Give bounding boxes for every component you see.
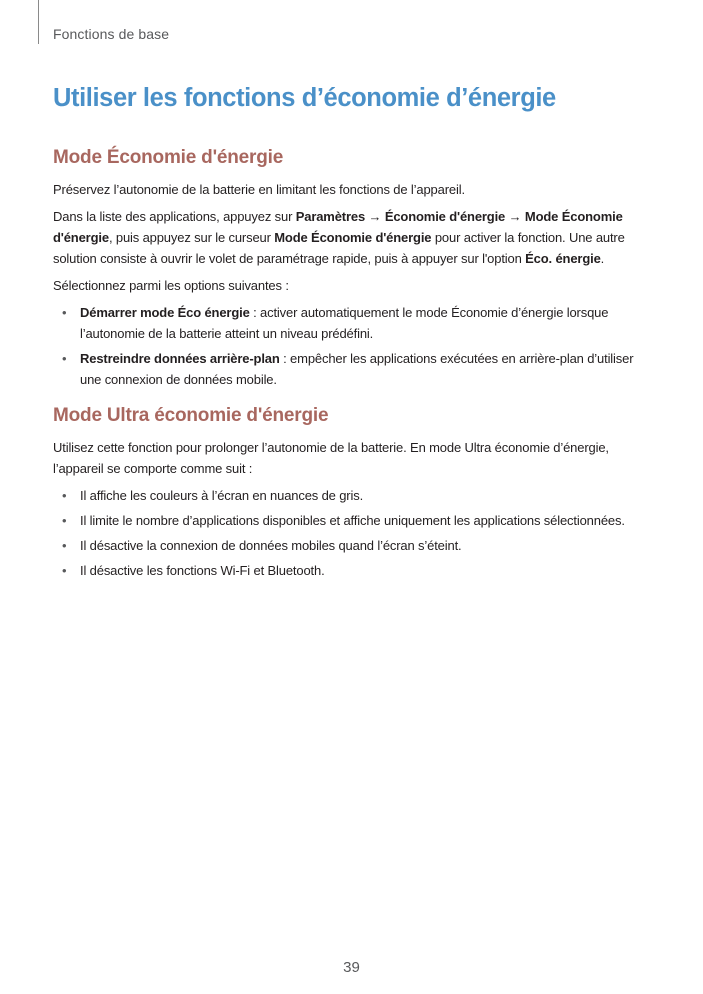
list-item — [53, 302, 653, 344]
bullet-icon: • — [62, 488, 67, 503]
instruction-text: . — [600, 251, 605, 266]
options-intro: Sélectionnez parmi les options suivantes : — [53, 278, 289, 293]
list-item — [53, 510, 653, 531]
intro-paragraph-eco: Préservez l’autonomie de la batterie en limitant les fonctions de l’appareil. — [53, 182, 465, 197]
list-item — [53, 535, 653, 556]
section-heading-eco: Mode Économie d'énergie — [53, 147, 284, 168]
option-description: : empêcher les applications exécutées en arrière-plan d’utiliser une connexion de données mobile. — [80, 351, 634, 387]
instruction-text: , puis appuyez sur le curseur — [108, 230, 275, 245]
list-item-text: Il désactive les fonctions Wi-Fi et Bluetooth. — [80, 563, 325, 578]
bullet-icon: • — [62, 538, 67, 553]
page-title: Utiliser les fonctions d’économie d’énergie — [53, 84, 556, 112]
list-item — [53, 348, 653, 390]
bullet-icon: • — [62, 563, 67, 578]
behavior-list — [53, 485, 653, 581]
list-item — [53, 485, 653, 506]
arrow-separator: → — [365, 209, 385, 224]
bullet-icon: • — [62, 513, 67, 528]
section-heading-ultra: Mode Ultra économie d'énergie — [53, 405, 329, 426]
list-item-text: Il limite le nombre d’applications disponibles et affiche uniquement les applications sélectionnées. — [80, 513, 625, 528]
instruction-paragraph — [53, 206, 653, 269]
switch-name-mode-economie: Mode Économie d'énergie — [274, 230, 432, 245]
menu-path-parametres: Paramètres — [295, 209, 366, 224]
option-name: Démarrer mode Éco énergie — [80, 305, 250, 320]
list-item-text: Il désactive la connexion de données mobiles quand l’écran s’éteint. — [80, 538, 462, 553]
bullet-icon: • — [62, 305, 67, 320]
section-mode-economie — [53, 147, 653, 394]
option-name: Restreindre données arrière-plan — [80, 351, 280, 366]
option-name-eco-energie: Éco. énergie — [525, 251, 601, 266]
menu-path-mode-economie: Mode Économie d'énergie — [53, 209, 623, 245]
menu-path-economie: Économie d'énergie — [384, 209, 506, 224]
section-label: Fonctions de base — [53, 26, 170, 42]
bullet-icon: • — [62, 351, 67, 366]
arrow-separator: → — [505, 209, 525, 224]
section-mode-ultra — [53, 405, 653, 585]
instruction-text: Dans la liste des applications, appuyez sur — [53, 209, 296, 224]
list-item-text: Il affiche les couleurs à l’écran en nuances de gris. — [80, 488, 364, 503]
page-number: 39 — [343, 959, 360, 976]
list-item — [53, 560, 653, 581]
options-list — [53, 302, 653, 390]
header-rule — [38, 0, 39, 44]
instruction-text: pour activer la fonction. Une autre solution consiste à ouvrir le volet de paramétrage rapide, puis à appuyer sur l'option — [53, 230, 625, 266]
intro-paragraph-ultra: Utilisez cette fonction pour prolonger l’autonomie de la batterie. En mode Ultra économie d’énergie, l’appareil se comporte comme suit : — [53, 440, 609, 476]
option-description: : activer automatiquement le mode Économie d’énergie lorsque l’autonomie de la batterie atteint un niveau prédéfini. — [80, 305, 609, 341]
